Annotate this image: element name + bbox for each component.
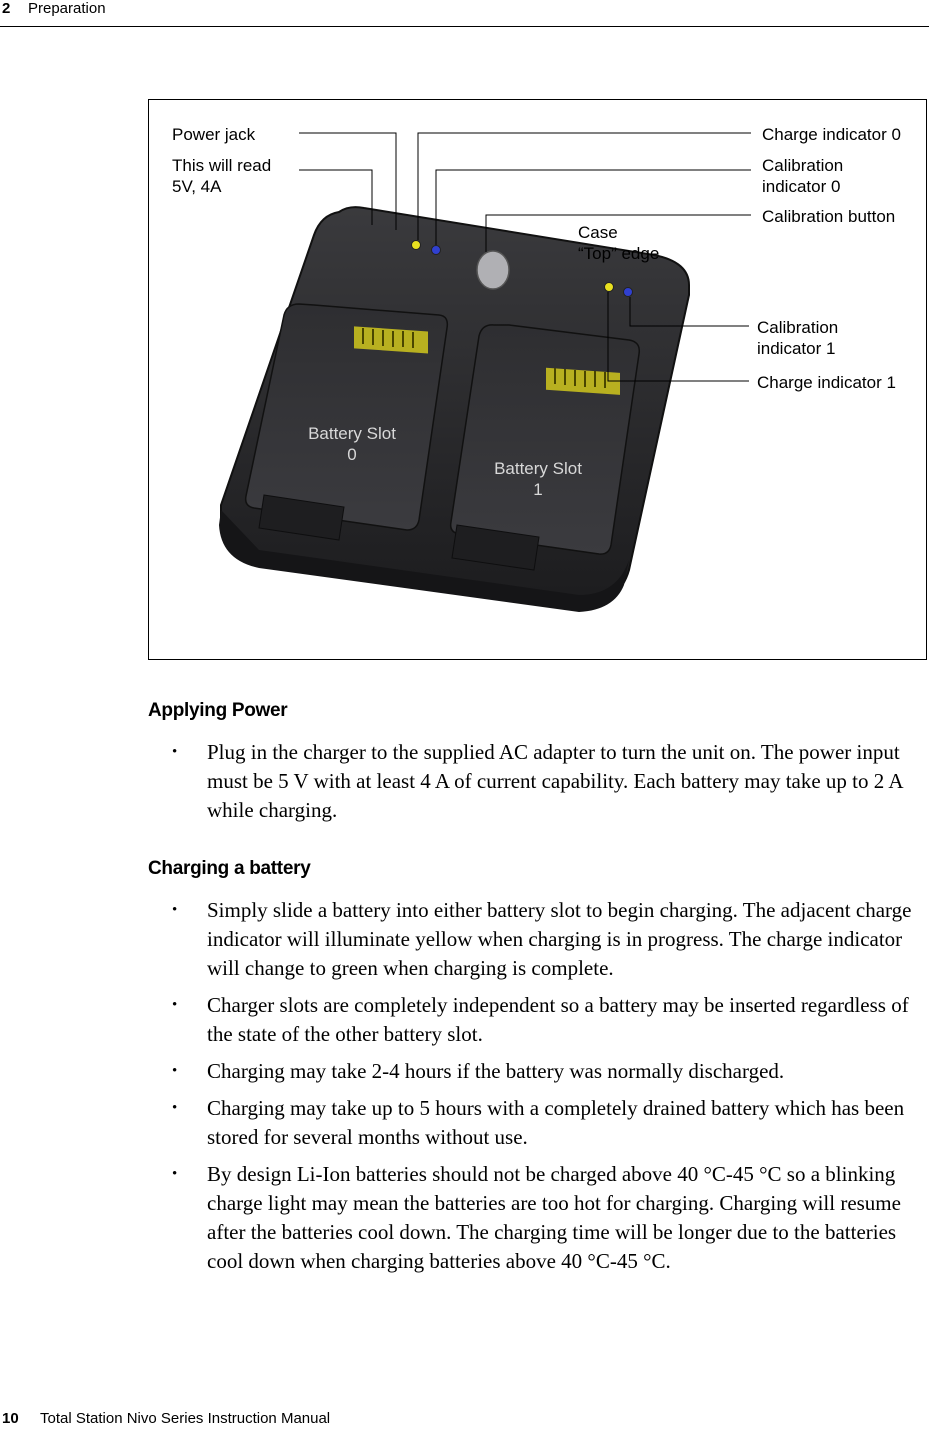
charger-figure [148, 99, 927, 660]
bullet-icon: • [172, 902, 178, 918]
list-item-text: Simply slide a battery into either battery slot to begin charging. The adjacent charge indicator will illuminate yellow when charging is in progress. The charge indicator will change to green when charging is complete. [207, 898, 912, 980]
battery-slot-1-well [451, 325, 640, 554]
bullet-icon: • [172, 1166, 178, 1182]
manual-title: Total Station Nivo Series Instruction Manual [40, 1410, 331, 1427]
label-charge-indicator-1: Charge indicator 1 [757, 373, 896, 392]
calibration-indicator-1-led [624, 288, 633, 297]
label-calibration-indicator-0: Calibration indicator 0 [762, 156, 844, 196]
charge-indicator-1-led [605, 283, 614, 292]
label-calibration-button: Calibration button [762, 207, 896, 226]
bullet-icon: • [172, 744, 178, 760]
bullet-icon: • [172, 1100, 178, 1116]
list-item-text: Charging may take 2-4 hours if the battery was normally discharged. [207, 1059, 785, 1083]
section-heading-charging-a-battery: Charging a battery [148, 858, 311, 879]
list-item [172, 1094, 929, 1152]
label-battery-slot-1: Battery Slot 1 [494, 459, 582, 499]
list-item-text: Charging may take up to 5 hours with a completely drained battery which has been stored for several months without use. [207, 1096, 905, 1149]
section-heading-applying-power: Applying Power [148, 700, 288, 721]
label-calibration-indicator-1: Calibration indicator 1 [757, 318, 839, 358]
list-item [172, 991, 929, 1049]
list-item-text: Plug in the charger to the supplied AC adapter to turn the unit on. The power input must be 5 V with at least 4 A of current capability. Each battery may take up to 2 A while charging. [207, 740, 903, 822]
chapter-number: 2 [2, 0, 11, 17]
label-charge-indicator-0: Charge indicator 0 [762, 125, 901, 144]
list-item-text: Charger slots are completely independent so a battery may be inserted regardless of the state of the other battery slot. [207, 993, 909, 1046]
list-item-text: By design Li-Ion batteries should not be charged above 40 °C-45 °C so a blinking charge light may mean the batteries are too hot for charging. Charging will resume after the batteries cool down. The charging time will be longer due to the batteries cool down when charging batteries above 40 °C-45 °C. [207, 1162, 901, 1273]
calibration-indicator-0-led [432, 246, 441, 255]
label-battery-slot-0: Battery Slot 0 [308, 424, 396, 464]
list-item [172, 1160, 929, 1276]
list-item [172, 896, 929, 983]
applying-power-list [172, 738, 929, 833]
list-item [172, 1057, 929, 1086]
charge-indicator-0-led [412, 241, 421, 250]
label-case-top-edge: Case “Top” edge [578, 223, 660, 263]
list-item [172, 738, 929, 825]
calibration-button [477, 251, 509, 289]
label-this-will-read: This will read 5V, 4A [172, 156, 272, 196]
chapter-title: Preparation [28, 0, 106, 17]
label-power-jack: Power jack [172, 125, 256, 144]
page-number: 10 [2, 1410, 19, 1427]
bullet-icon: • [172, 997, 178, 1013]
charging-battery-list [172, 896, 929, 1284]
bullet-icon: • [172, 1063, 178, 1079]
page-header [0, 0, 929, 27]
